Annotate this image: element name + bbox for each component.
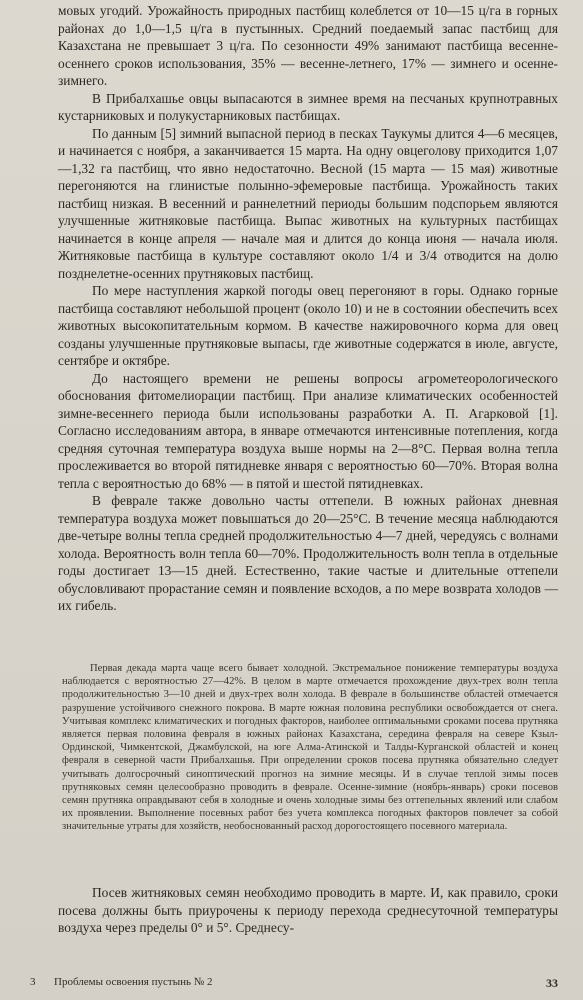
journal-title: Проблемы освоения пустынь № 2 [54, 976, 213, 988]
main-text-block [58, 2, 558, 615]
paragraph: В феврале также довольно часты оттепели. В южных районах дневная температура воздуха может повышаться до 20—25°С. В течение месяца наблюдаются две-четыре волны тепла средней продолжительностью 4—7 дней, чередуясь с волнами холода. Вероятность волн тепла 60—70%. Продолжительность волн тепла в отдельные годы достигает 13—15 дней. Естественно, такие частые и длительные оттепели обусловливают прорастание семян и появление всходов, а по мере возврата холодов — их гибель. [58, 493, 558, 613]
paragraph: Посев житняковых семян необходимо проводить в марте. И, как правило, сроки посева должны быть приурочены к периоду перехода среднесуточной температуры воздуха через пределы 0° и 5°. Среднесу- [58, 885, 558, 935]
paragraph: мовых угодий. Урожайность природных пастбищ колеблется от 10—15 ц/га в горных районах до 1,0—1,5 ц/га в пустынных. Средний поедаемый запас пастбищ для Казахстана не превышает 3 ц/га. По сезонности 49% занимают пастбища весенне-осеннего сроков использования, 35% — весенне-летнего, 17% — зимнего и осенне-зимнего. [58, 3, 558, 88]
paragraph: До настоящего времени не решены вопросы агрометеорологического обоснования фитомелиорации пастбищ. При анализе климатических особенностей зимне-весеннего периода были использованы разработки А. П. Агарковой [1]. Согласно исследованиям автора, в январе отмечаются интенсивные потепления, когда средняя суточная температура воздуха выше нормы на 2—8°С. Первая волна тепла прослеживается во второй пятидневке января с вероятностью 60—70%. Вторая волна тепла с вероятностью до 68% — в пятой и шестой пятидневках. [58, 370, 558, 491]
signature-mark: 3 [30, 976, 36, 988]
bottom-text-block [58, 884, 558, 937]
small-print-block [62, 662, 558, 834]
paragraph: В Прибалхашье овцы выпасаются в зимнее время на песчаных крупнотравных кустарниковых и полукустарниковых пастбищах. [58, 90, 558, 123]
page-number: 33 [546, 976, 558, 990]
small-paragraph: Первая декада марта чаще всего бывает холодной. Экстремальное понижение температуры воздуха наблюдается с вероятностью 27—42%. В целом в марте отмечается прохождение двух-трех волн тепла продолжительностью 3—10 дней и двух-трех волн холода. В феврале в большинстве областей отмечается разрушение устойчивого снежного покрова. В марте южная половина республики освобождается от снега. Учитывая комплекс климатических и погодных факторов, наиболее оптимальными сроками посева прутняка является первая половина февраля в южных районах Казахстана, середина февраля на севере Кзыл-Ординской, Чимкентской, Джамбулской, на юге Алма-Атинской и Талды-Курганской областей и конец февраля в северной части Прибалхашья. При определении сроков посева прутняка обязательно следует учитывать долгосрочный синоптический прогноз на зимние месяцы. И в случае теплой зимы посев прутняковых семян целесообразно проводить в феврале. Осенне-зимние (ноябрь-январь) сроки посевов семян прутняка оправдывают себя в холодные и очень холодные зимы без оттепельных явлений или слабом их проявлении. Выполнение посевных работ без учета комплекса погодных факторов повлечет за собой значительные утраты для хозяйств, необоснованный расход дорогостоящего посевного материала. [62, 663, 558, 833]
paragraph: По мере наступления жаркой погоды овец перегоняют в горы. Однако горные пастбища составляют небольшой процент (около 10) и не в состоянии обеспечить всех животных высокопитательным кормом. В качестве нажировочного корма для овец созданы улучшенные прутняковые выпасы, где животные содержатся в июле, августе, сентябре и октябре. [58, 283, 558, 368]
paragraph: По данным [5] зимний выпасной период в песках Таукумы длится 4—6 месяцев, и начинается с ноября, а заканчивается 15 марта. На одну овцеголову приходится 1,07—1,32 га пастбищ, что явно недостаточно. Весной (15 марта — 15 мая) животные перегоняются на глинистые полынно-эфемеровые пастбища. Урожайность таких пастбищ низкая. В весенний и раннелетний периоды большим подспорьем являются улучшенные житняковые пастбища. Выпас животных на культурных пастбищах начинается в конце апреля — начале мая и длится до конца июня — начала июля. Житняковые пастбища в культуре составляют около 1/4 и 3/4 отводится на долю позднелетне-осенних прутняковых пастбищ. [58, 125, 558, 281]
